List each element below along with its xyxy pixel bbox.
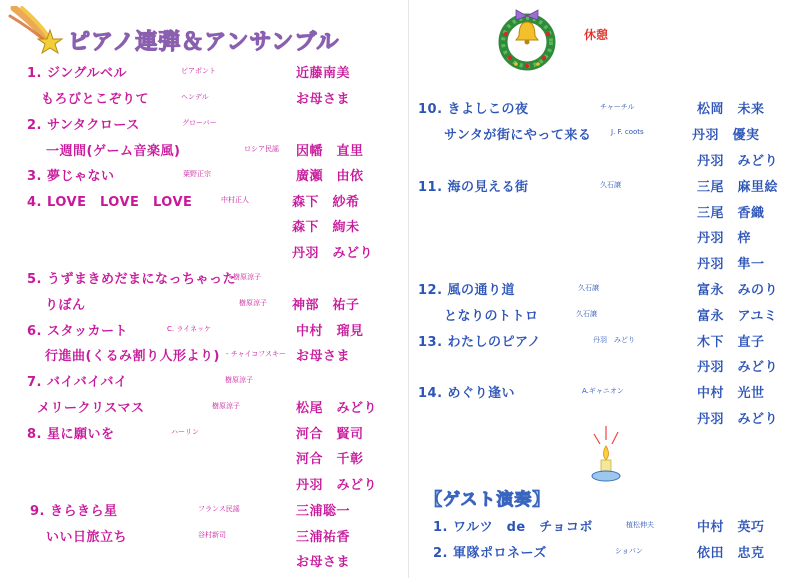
performer-name: お母さま — [296, 349, 351, 364]
performer-name: 松尾 みどり — [296, 401, 378, 416]
composer-name: 丹羽 みどり — [593, 336, 635, 344]
piece-title: 1. ジングルベル — [27, 66, 128, 81]
candle-icon — [586, 424, 626, 486]
composer-name: 植松伸夫 — [626, 521, 654, 529]
composer-name: J. F. coots — [611, 128, 644, 136]
piece-title: 2. 軍隊ポロネーズ — [433, 546, 547, 561]
composer-name: A.ギャニオン — [582, 387, 624, 395]
performer-name: 木下 直子 — [697, 335, 765, 350]
piece-title: 行進曲(くるみ割り人形より) — [45, 349, 220, 364]
composer-name: ヘンデル — [181, 93, 209, 101]
christmas-wreath-bell-icon — [494, 4, 560, 72]
page-title: ピアノ連弾＆アンサンブル — [68, 30, 340, 55]
piece-title: 10. きよしこの夜 — [418, 102, 529, 117]
page-divider — [408, 0, 409, 578]
composer-name: 樹原涼子 — [225, 376, 253, 384]
composer-name: ロシア民謡 — [244, 145, 279, 153]
performer-name: 三尾 香織 — [697, 206, 765, 221]
composer-name: 久石譲 — [600, 181, 621, 189]
piece-title: 5. うずまきめだまになっちゃった — [27, 272, 237, 287]
composer-name: フランス民謡 — [198, 505, 240, 513]
guest-section-title: 【ゲスト演奏】 — [425, 490, 551, 510]
composer-name: 樹原涼子 — [239, 299, 267, 307]
performer-name: お母さま — [296, 555, 351, 570]
piece-title: 1. ワルツ de チョコボ — [433, 520, 593, 535]
composer-name: グローバー — [182, 119, 217, 127]
performer-name: 丹羽 みどり — [697, 412, 779, 427]
performer-name: 富永 アユミ — [697, 309, 778, 324]
piece-title: サンタが街にやって来る — [444, 128, 592, 143]
performer-name: 丹羽 みどり — [296, 478, 378, 493]
composer-name: ピアポント — [181, 67, 216, 75]
piece-title: 3. 夢じゃない — [27, 169, 115, 184]
piece-title: 12. 風の通り道 — [418, 283, 516, 298]
piece-title: りぼん — [45, 298, 86, 313]
performer-name: 三浦聡一 — [296, 504, 351, 519]
performer-name: 河合 千彰 — [296, 452, 364, 467]
performer-name: 丹羽 みどり — [697, 360, 779, 375]
composer-name: チャーチル — [600, 103, 635, 111]
performer-name: 近藤南美 — [296, 66, 351, 81]
performer-name: 河合 賢司 — [296, 427, 364, 442]
composer-name: 葉野正宗 — [183, 170, 211, 178]
performer-name: 丹羽 梓 — [697, 231, 752, 246]
piece-title: 11. 海の見える街 — [418, 180, 529, 195]
piece-title: 4. LOVE LOVE LOVE — [27, 195, 193, 210]
shooting-star-icon — [6, 6, 64, 56]
performer-name: 丹羽 優実 — [692, 128, 760, 143]
piece-title: いい日旅立ち — [46, 530, 128, 545]
performer-name: 富永 みのり — [697, 283, 779, 298]
piece-title: 8. 星に願いを — [27, 427, 115, 442]
performer-name: 三尾 麻里絵 — [697, 180, 779, 195]
piece-title: もろびとこぞりて — [41, 92, 150, 107]
piece-title: となりのトトロ — [444, 309, 539, 324]
piece-title: 一週間(ゲーム音楽風) — [46, 144, 181, 159]
performer-name: 中村 英巧 — [697, 520, 765, 535]
composer-name: C. ライネッケ — [167, 325, 212, 333]
performer-name: 神部 祐子 — [292, 298, 360, 313]
performer-name: 森下 絢未 — [292, 220, 360, 235]
composer-name: 中村正人 — [221, 196, 249, 204]
composer-name: ハーリン — [171, 428, 199, 436]
piece-title: 14. めぐり逢い — [418, 386, 516, 401]
composer-name: 久石譲 — [578, 284, 599, 292]
performer-name: 中村 瑠見 — [296, 324, 364, 339]
composer-name: 久石譲 — [576, 310, 597, 318]
performer-name: 中村 光世 — [697, 386, 765, 401]
performer-name: お母さま — [296, 92, 351, 107]
composer-name: 谷村新司 — [198, 531, 226, 539]
performer-name: 丹羽 みどり — [292, 246, 374, 261]
composer-name: - チャイコフスキー — [226, 350, 286, 358]
piece-title: メリークリスマス — [37, 401, 145, 416]
performer-name: 森下 紗希 — [292, 195, 360, 210]
piece-title: 7. バイバイバイ — [27, 375, 128, 390]
performer-name: 丹羽 隼一 — [697, 257, 765, 272]
piece-title: 13. わたしのピアノ — [418, 335, 542, 350]
performer-name: 松岡 未来 — [697, 102, 765, 117]
break-label: 休憩 — [584, 28, 609, 42]
composer-name: 樹原涼子 — [233, 273, 261, 281]
performer-name: 廣瀬 由依 — [296, 169, 364, 184]
piece-title: 9. きらきら星 — [30, 504, 118, 519]
composer-name: 樹原涼子 — [212, 402, 240, 410]
performer-name: 三浦祐香 — [296, 530, 351, 545]
composer-name: ショパン — [615, 547, 643, 555]
piece-title: 2. サンタクロース — [27, 118, 140, 133]
performer-name: 丹羽 みどり — [697, 154, 779, 169]
piece-title: 6. スタッカート — [27, 324, 129, 339]
performer-name: 因幡 直里 — [296, 144, 364, 159]
performer-name: 依田 忠克 — [697, 546, 765, 561]
